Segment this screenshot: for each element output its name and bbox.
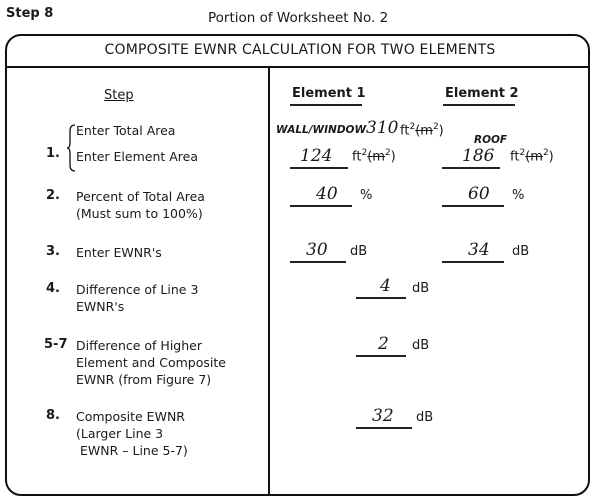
row8-label-c: EWNR – Line 5-7) bbox=[80, 443, 188, 458]
row3-label: Enter EWNR's bbox=[76, 245, 162, 260]
row57-number: 5-7 bbox=[44, 337, 68, 352]
row1-element1-line bbox=[290, 167, 348, 169]
row2-element2-line bbox=[442, 205, 504, 207]
row2-element1-line bbox=[290, 205, 352, 207]
element1-header-underline bbox=[290, 104, 362, 106]
row3-element2-value: 34 bbox=[468, 240, 490, 260]
row8-label-b: (Larger Line 3 bbox=[76, 426, 164, 441]
row8-value: 32 bbox=[372, 406, 394, 426]
row1-roof-note: ROOF bbox=[474, 134, 508, 146]
row4-label-a: Difference of Line 3 bbox=[76, 282, 199, 297]
column-divider bbox=[268, 68, 270, 494]
element1-column-header: Element 1 bbox=[292, 86, 366, 101]
row2-element2-value: 60 bbox=[468, 184, 490, 204]
element2-header-underline bbox=[443, 104, 515, 106]
worksheet-title: Portion of Worksheet No. 2 bbox=[208, 10, 389, 26]
row4-line bbox=[356, 297, 406, 299]
element2-column-header: Element 2 bbox=[445, 86, 519, 101]
table-title: COMPOSITE EWNR CALCULATION FOR TWO ELEMENTS bbox=[104, 42, 496, 58]
row3-element1-line bbox=[290, 261, 346, 263]
row2-label-b: (Must sum to 100%) bbox=[76, 206, 203, 221]
row1-element2-line bbox=[442, 167, 500, 169]
row57-label-c: EWNR (from Figure 7) bbox=[76, 372, 212, 387]
row1-label-total: Enter Total Area bbox=[76, 123, 176, 138]
row3-element2-unit: dB bbox=[512, 244, 530, 259]
row57-label-b: Element and Composite bbox=[76, 355, 226, 370]
row1-total-note: WALL/WINDOW bbox=[276, 124, 367, 136]
row2-element2-unit: % bbox=[512, 188, 525, 203]
row57-value: 2 bbox=[378, 334, 389, 354]
row57-unit: dB bbox=[412, 338, 430, 353]
row8-line bbox=[356, 427, 412, 429]
row8-unit: dB bbox=[416, 410, 434, 425]
row2-number: 2. bbox=[46, 188, 60, 203]
row4-value: 4 bbox=[380, 276, 391, 296]
row57-label-a: Difference of Higher bbox=[76, 338, 202, 353]
step-label: Step 8 bbox=[6, 6, 54, 21]
row1-element2-unit: $ft^2(m^2)$ bbox=[510, 148, 554, 165]
row3-number: 3. bbox=[46, 244, 60, 259]
row3-element1-unit: dB bbox=[350, 244, 368, 259]
row1-element1-area: 124 bbox=[300, 146, 333, 166]
row1-number: 1. bbox=[46, 146, 60, 161]
row3-element2-line bbox=[442, 261, 504, 263]
row8-label-a: Composite EWNR bbox=[76, 409, 185, 424]
row1-total-unit: $ft^2(m^2)$ bbox=[400, 122, 444, 139]
row2-element1-unit: % bbox=[360, 188, 373, 203]
row1-brace bbox=[66, 124, 76, 172]
row1-total-value: 310 bbox=[366, 118, 399, 138]
row1-label-element: Enter Element Area bbox=[76, 149, 199, 164]
row8-number: 8. bbox=[46, 408, 60, 423]
row2-element1-value: 40 bbox=[316, 184, 338, 204]
step-column-header: Step bbox=[104, 88, 134, 103]
row4-label-b: EWNR's bbox=[76, 299, 125, 314]
row4-unit: dB bbox=[412, 281, 430, 296]
row3-element1-value: 30 bbox=[306, 240, 328, 260]
row1-element2-area: 186 bbox=[462, 146, 495, 166]
row1-element1-unit: $ft^2(m^2)$ bbox=[352, 148, 396, 165]
row4-number: 4. bbox=[46, 281, 60, 296]
row2-label-a: Percent of Total Area bbox=[76, 189, 205, 204]
row57-line bbox=[356, 355, 406, 357]
